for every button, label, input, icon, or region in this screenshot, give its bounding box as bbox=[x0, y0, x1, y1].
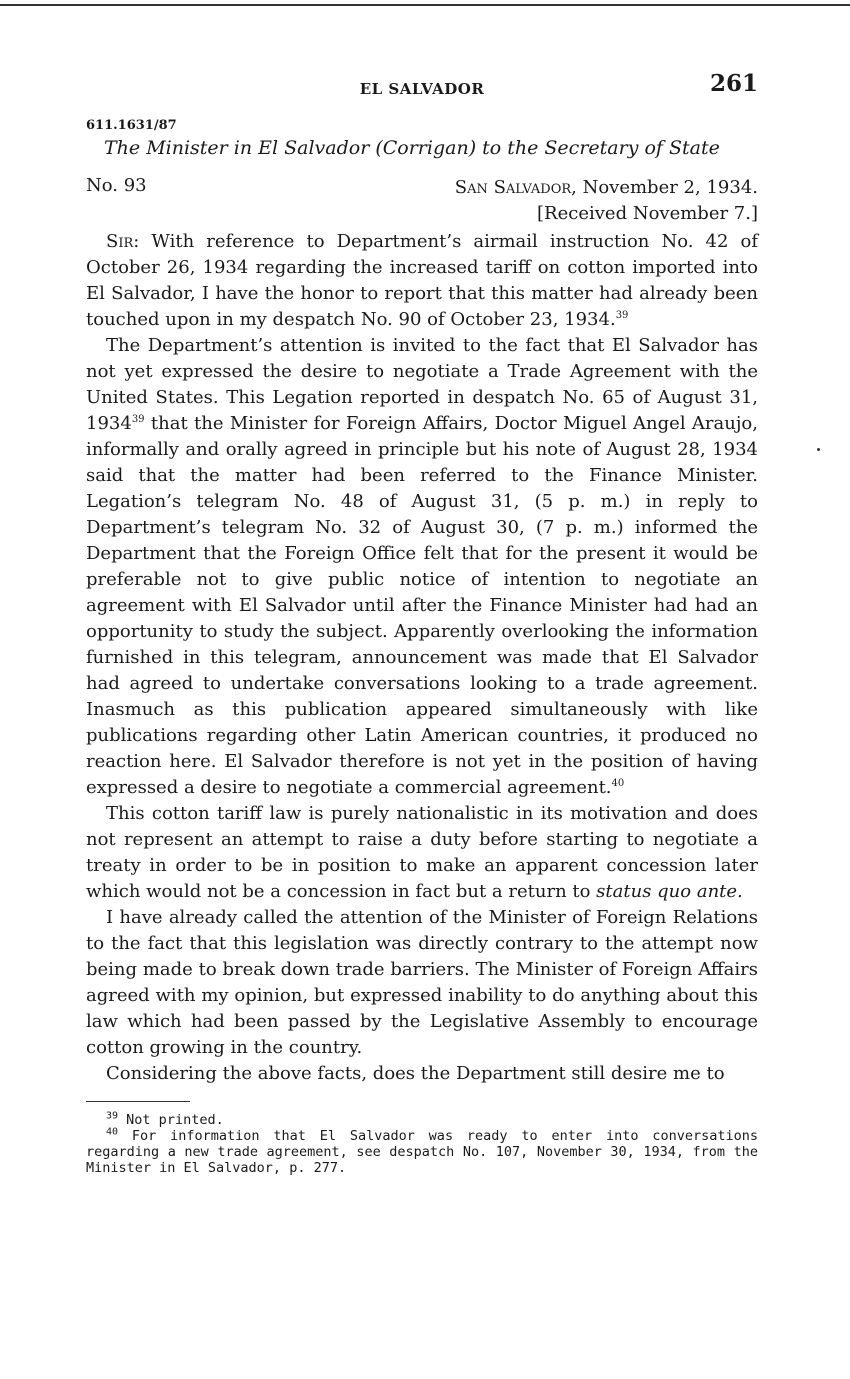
dateline bbox=[455, 175, 758, 227]
paragraph-5 bbox=[86, 1061, 758, 1087]
paragraph-1-text: : With reference to Department’s airmail instruction No. 42 of October 26, 1934 regarding the increased tariff on cotton imported into El Salvador, I have the honor to report that this matter had already been touched upon in my despatch No. 90 of October 23, 1934. bbox=[86, 231, 758, 330]
footnote-ref: 39 bbox=[615, 310, 629, 321]
paragraph-3-text: This cotton tariff law is purely nationalistic in its motivation and does not represent an attempt to raise a duty before starting to negotiate a treaty in order to be in position to make an apparent concession later which would not be a concession in fact but a return to bbox=[86, 803, 758, 902]
paragraph-2-text-a: The Department’s attention is invited to the fact that El Salvador has not yet expressed the desire to negotiate a Trade Agreement with the United States. This Legation reported in despatch No. 65 of August 31, 1934 bbox=[86, 335, 758, 434]
despatch-number: No. 93 bbox=[86, 175, 147, 196]
paragraph-1 bbox=[86, 229, 758, 333]
letter-body bbox=[86, 229, 758, 1087]
file-number: 611.1631/87 bbox=[86, 118, 177, 133]
salutation: Sir bbox=[106, 231, 134, 252]
paragraph-4 bbox=[86, 905, 758, 1061]
footnote bbox=[86, 1112, 758, 1128]
received-note: [Received November 7.] bbox=[537, 203, 758, 224]
paragraph-5-text: Considering the above facts, does the Department still desire me to bbox=[106, 1063, 725, 1084]
page-number: 261 bbox=[709, 70, 758, 97]
dateline-place: San Salvador bbox=[454, 177, 572, 198]
paragraph-2-text-b: that the Minister for Foreign Affairs, Doctor Miguel Angel Araujo, informally and orally agreed in principle but his note of August 28, 1934 said that the matter had been referred to the Finance Minister. Legation’s telegram No. 48 of August 31, (5 p. m.) in reply to Department’s telegram No. 32 of August 30, (7 p. m.) informed the Department that the Foreign Office felt that for the present it would be preferable not to give public notice of intention to negotiate an agreement with El Salvador until after the Finance Minister had had an opportunity to study the subject. Apparently overlooking the information furnished in this telegram, announcement was made that El Salvador had agreed to undertake conversations looking to a trade agreement. Inasmuch as this publication appeared simultaneously with like publications regarding other Latin American countries, it produced no reaction here. El Salvador therefore is not yet in the position of having expressed a desire to negotiate a commercial agreement. bbox=[86, 413, 758, 798]
margin-dot bbox=[817, 448, 820, 451]
footnote bbox=[86, 1128, 758, 1176]
page bbox=[86, 70, 758, 1176]
footnote-text: For information that El Salvador was ready to enter into conversations regarding a new trade agreement, see despatch No. 107, November 30, 1934, from the Minister in El Salvador, p. 277. bbox=[86, 1128, 758, 1176]
paragraph-3-italic: status quo ante. bbox=[596, 881, 743, 902]
dateline-row bbox=[86, 175, 758, 227]
footnotes bbox=[86, 1112, 758, 1176]
dateline-date: , November 2, 1934. bbox=[571, 177, 758, 198]
document-heading: The Minister in El Salvador (Corrigan) to the Secretary of State bbox=[104, 137, 720, 159]
paragraph-2 bbox=[86, 333, 758, 801]
paragraph-3 bbox=[86, 801, 758, 905]
footnote-mark: 40 bbox=[106, 1126, 119, 1138]
paragraph-4-text: I have already called the attention of the Minister of Foreign Relations to the fact that this legislation was directly contrary to the attempt now being made to break down trade barriers. The Minister of Foreign Affairs agreed with my opinion, but expressed inability to do anything about this law which had been passed by the Legislative Assembly to encourage cotton growing in the country. bbox=[86, 907, 758, 1058]
footnote-ref: 39 bbox=[131, 414, 145, 425]
running-title: EL SALVADOR bbox=[359, 80, 485, 98]
running-head bbox=[86, 70, 758, 106]
footnote-ref: 40 bbox=[611, 778, 625, 789]
top-border-rule bbox=[0, 4, 850, 6]
footnote-divider bbox=[86, 1101, 190, 1102]
footnote-mark: 39 bbox=[106, 1110, 119, 1122]
footnote-text: Not printed. bbox=[118, 1112, 224, 1128]
